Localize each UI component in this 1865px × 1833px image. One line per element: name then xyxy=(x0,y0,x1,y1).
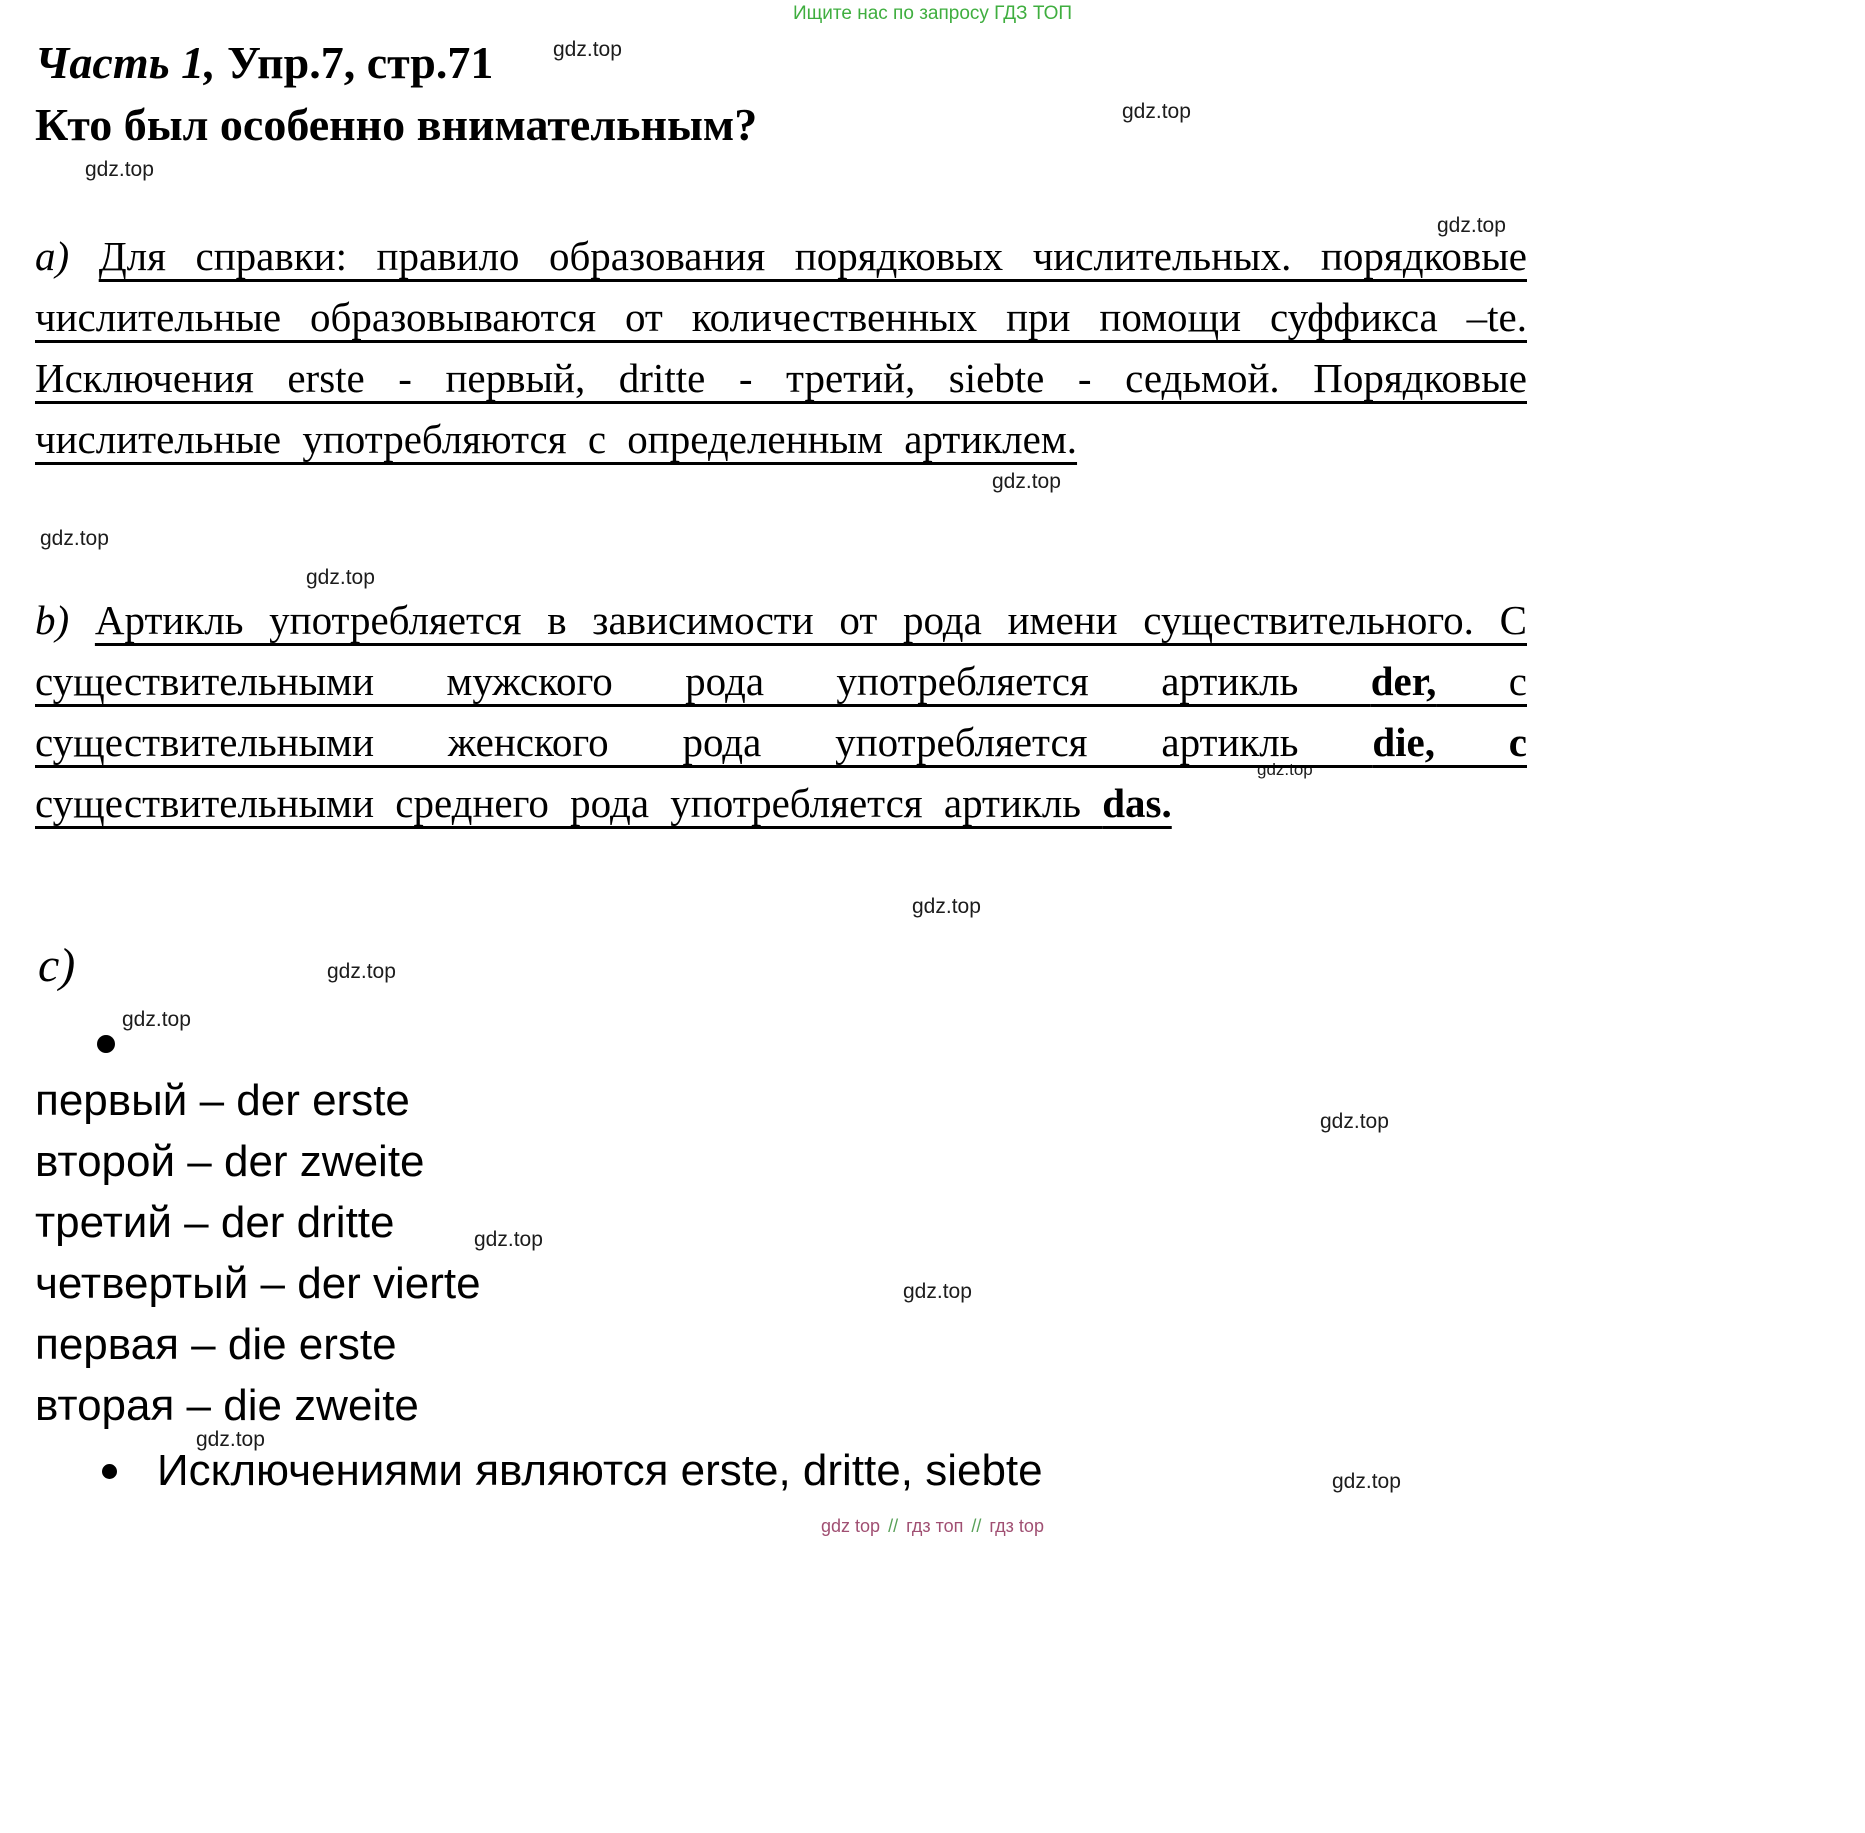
section-a-label: a) xyxy=(35,233,70,279)
list-item: вторая – die zweite xyxy=(35,1381,419,1430)
footer-word: гдз top xyxy=(989,1516,1044,1536)
watermark: gdz.top xyxy=(40,527,109,550)
bullet-icon xyxy=(102,1464,117,1479)
watermark: gdz.top xyxy=(196,1428,265,1451)
ordinal-list xyxy=(35,1070,481,1436)
footer-word: gdz top xyxy=(821,1516,881,1536)
watermark: gdz.top xyxy=(306,566,375,589)
section-b-label: b) xyxy=(35,597,70,643)
bullet-icon xyxy=(97,1035,115,1053)
exceptions-text: Исключениями являются erste, dritte, siebte xyxy=(157,1446,1043,1495)
watermark: gdz.top xyxy=(1257,760,1313,779)
watermark: gdz.top xyxy=(1122,100,1191,123)
exceptions-row xyxy=(102,1446,1043,1496)
section-b-text xyxy=(35,597,1527,826)
watermark: gdz.top xyxy=(85,158,154,181)
watermark: gdz.top xyxy=(474,1228,543,1251)
footer-word: гдз топ xyxy=(906,1516,964,1536)
list-item: первый – der erste xyxy=(35,1076,410,1125)
list-item: первая – die erste xyxy=(35,1320,397,1369)
section-a-text: Для справки: правило образования порядковых числительных. порядковые числительные образовываются от количественных при помощи суффикса –te. Исключения erste - первый, dritte - третий, siebte - седьмой. Порядковые числительные употребляются с определенным артиклем. xyxy=(35,233,1527,462)
title-part-italic: Часть 1, xyxy=(35,37,216,88)
footer-separator: // xyxy=(888,1516,899,1536)
article-die: die, с xyxy=(1372,719,1527,765)
page-subtitle: Кто был особенно внимательным? xyxy=(35,99,758,150)
page-footer xyxy=(0,1516,1865,1537)
watermark: gdz.top xyxy=(992,470,1061,493)
watermark: gdz.top xyxy=(1320,1110,1389,1133)
article-das: das. xyxy=(1102,780,1172,826)
section-b-seg: Артикль употребляется в зависимости от рода имени существительного. С существительными мужского рода употребляется артикль xyxy=(35,597,1527,704)
list-item: четвертый – der vierte xyxy=(35,1259,481,1308)
section-b-seg: существительными среднего рода употребляется артикль xyxy=(35,780,1103,826)
watermark: gdz.top xyxy=(912,895,981,918)
watermark: gdz.top xyxy=(1332,1470,1401,1493)
watermark: gdz.top xyxy=(122,1008,191,1031)
list-item: второй – der zweite xyxy=(35,1137,425,1186)
title-part-rest: Упр.7, стр.71 xyxy=(215,37,494,88)
section-a xyxy=(35,226,1527,470)
top-banner: Ищите нас по запросу ГДЗ ТОП xyxy=(792,3,1073,24)
watermark: gdz.top xyxy=(327,960,396,983)
list-item: третий – der dritte xyxy=(35,1198,395,1247)
section-b xyxy=(35,590,1527,834)
watermark: gdz.top xyxy=(1437,214,1506,237)
watermark: gdz.top xyxy=(903,1280,972,1303)
article-der: der, xyxy=(1370,658,1437,704)
section-b-seg: с существительными женского рода употребляется артикль xyxy=(35,658,1527,765)
watermark: gdz.top xyxy=(553,38,622,61)
page-title xyxy=(35,36,493,89)
footer-separator: // xyxy=(971,1516,982,1536)
section-c-label: c) xyxy=(38,939,76,992)
